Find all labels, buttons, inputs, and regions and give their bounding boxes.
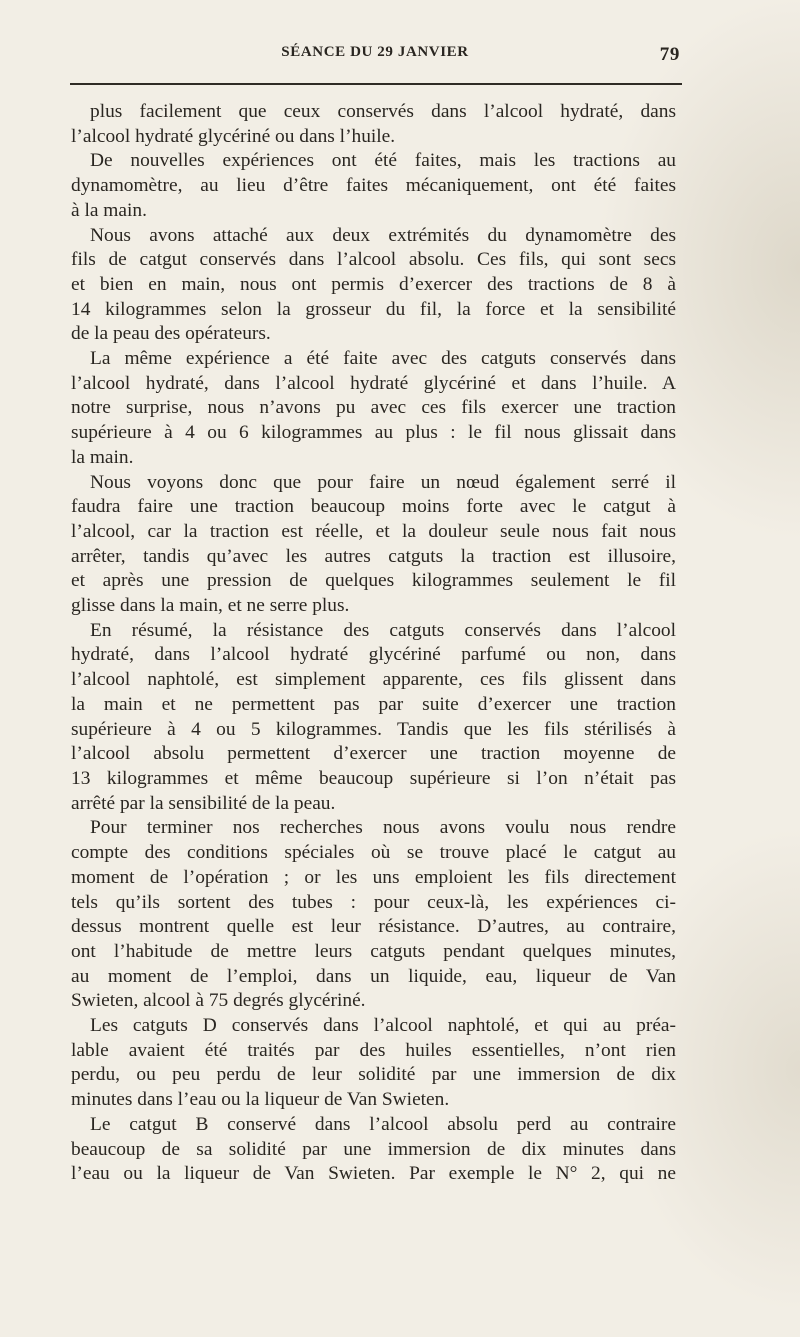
- page-number: 79: [659, 44, 680, 65]
- text-line: Le catgut B conservé dans l’alcool absolu perd au contraire: [90, 1113, 676, 1135]
- text-line: Pour terminer nos recherches nous avons voulu nous rendre: [90, 817, 676, 839]
- text-line: glisse dans la main, et ne serre plus.: [71, 595, 350, 617]
- text-line: De nouvelles expériences ont été faites, mais les tractions au: [90, 150, 676, 172]
- paragraph: [71, 347, 676, 471]
- text-line: 13 kilogrammes et même beaucoup supérieure si l’on n’était pas: [71, 767, 676, 789]
- text-line: au moment de l’emploi, dans un liquide, eau, liqueur de Van: [71, 965, 676, 987]
- text-line: à la main.: [71, 199, 147, 221]
- text-line: notre surprise, nous n’avons pu avec ces fils exercer une traction: [71, 397, 676, 419]
- text-line: l’alcool absolu permettent d’exercer une traction moyenne de: [71, 743, 676, 765]
- text-line: arrêter, tandis qu’avec les autres catguts la traction est illusoire,: [71, 545, 676, 567]
- running-title: SÉANCE DU 29 JANVIER: [281, 44, 469, 60]
- text-line: l’alcool hydraté glycériné ou dans l’huile.: [71, 125, 396, 147]
- text-line: l’alcool, car la traction est réelle, et la douleur seule nous fait nous: [71, 520, 676, 542]
- text-line: arrêté par la sensibilité de la peau.: [71, 792, 336, 814]
- text-line: plus facilement que ceux conservés dans l’alcool hydraté, dans: [90, 101, 676, 122]
- text-line: et bien en main, nous ont permis d’exercer des tractions de 8 à: [71, 273, 676, 295]
- text-line: Swieten, alcool à 75 degrés glycériné.: [71, 990, 366, 1012]
- text-line: et après une pression de quelques kilogrammes seulement le fil: [71, 570, 676, 592]
- text-line: hydraté, dans l’alcool hydraté glycériné parfumé ou non, dans: [71, 644, 676, 666]
- paragraph: [71, 619, 676, 817]
- text-line: l’eau ou la liqueur de Van Swieten. Par exemple le N° 2, qui ne: [71, 1163, 676, 1185]
- text-line: supérieure à 4 ou 6 kilogrammes au plus : le fil nous glissait dans: [71, 422, 676, 444]
- paragraph: [71, 1014, 676, 1113]
- text-line: En résumé, la résistance des catguts conservés dans l’alcool: [90, 619, 676, 641]
- text-line: compte des conditions spéciales où se trouve placé le catgut au: [71, 842, 676, 864]
- text-line: ont l’habitude de mettre leurs catguts pendant quelques minutes,: [71, 940, 676, 962]
- text-line: Les catguts D conservés dans l’alcool naphtolé, et qui au préa-: [90, 1015, 676, 1037]
- header-rule: [70, 83, 682, 85]
- text-line: l’alcool naphtolé, est simplement apparente, ces fils glissent dans: [71, 669, 676, 691]
- paragraph: [71, 816, 676, 1014]
- text-line: lable avaient été traités par des huiles essentielles, n’ont rien: [71, 1039, 676, 1061]
- text-line: tels qu’ils sortent des tubes : pour ceux-là, les expériences ci-: [71, 891, 676, 913]
- paragraph: [71, 149, 676, 223]
- text-line: Nous avons attaché aux deux extrémités du dynamomètre des: [90, 224, 676, 246]
- text-line: La même expérience a été faite avec des catguts conservés dans: [90, 348, 676, 370]
- text-line: l’alcool hydraté, dans l’alcool hydraté glycériné et dans l’huile. A: [71, 372, 676, 394]
- text-line: 14 kilogrammes selon la grosseur du fil, la force et la sensibilité: [71, 298, 676, 320]
- paragraph: [71, 224, 676, 348]
- text-line: la main.: [71, 446, 134, 468]
- text-line: faudra faire une traction beaucoup moins forte avec le catgut à: [71, 496, 676, 518]
- text-line: dessus montrent quelle est leur résistance. D’autres, au contraire,: [71, 916, 676, 938]
- text-line: supérieure à 4 ou 5 kilogrammes. Tandis que les fils stérilisés à: [71, 718, 676, 740]
- paragraph: [71, 1113, 676, 1187]
- text-line: la main et ne permettent pas par suite d’exercer une traction: [71, 693, 676, 715]
- paragraph: [71, 471, 676, 619]
- text-line: moment de l’opération ; or les uns emploient les fils directement: [71, 866, 676, 888]
- text-line: minutes dans l’eau ou la liqueur de Van Swieten.: [71, 1089, 450, 1111]
- body-text: [71, 100, 676, 1187]
- text-line: fils de catgut conservés dans l’alcool absolu. Ces fils, qui sont secs: [71, 249, 676, 271]
- text-line: dynamomètre, au lieu d’être faites mécaniquement, ont été faites: [71, 175, 676, 197]
- paragraph: [71, 100, 676, 149]
- text-line: Nous voyons donc que pour faire un nœud également serré il: [90, 471, 676, 493]
- page-header: [70, 44, 680, 70]
- text-line: de la peau des opérateurs.: [71, 323, 271, 345]
- text-line: beaucoup de sa solidité par une immersion de dix minutes dans: [71, 1138, 676, 1160]
- text-line: perdu, ou peu perdu de leur solidité par une immersion de dix: [71, 1064, 676, 1086]
